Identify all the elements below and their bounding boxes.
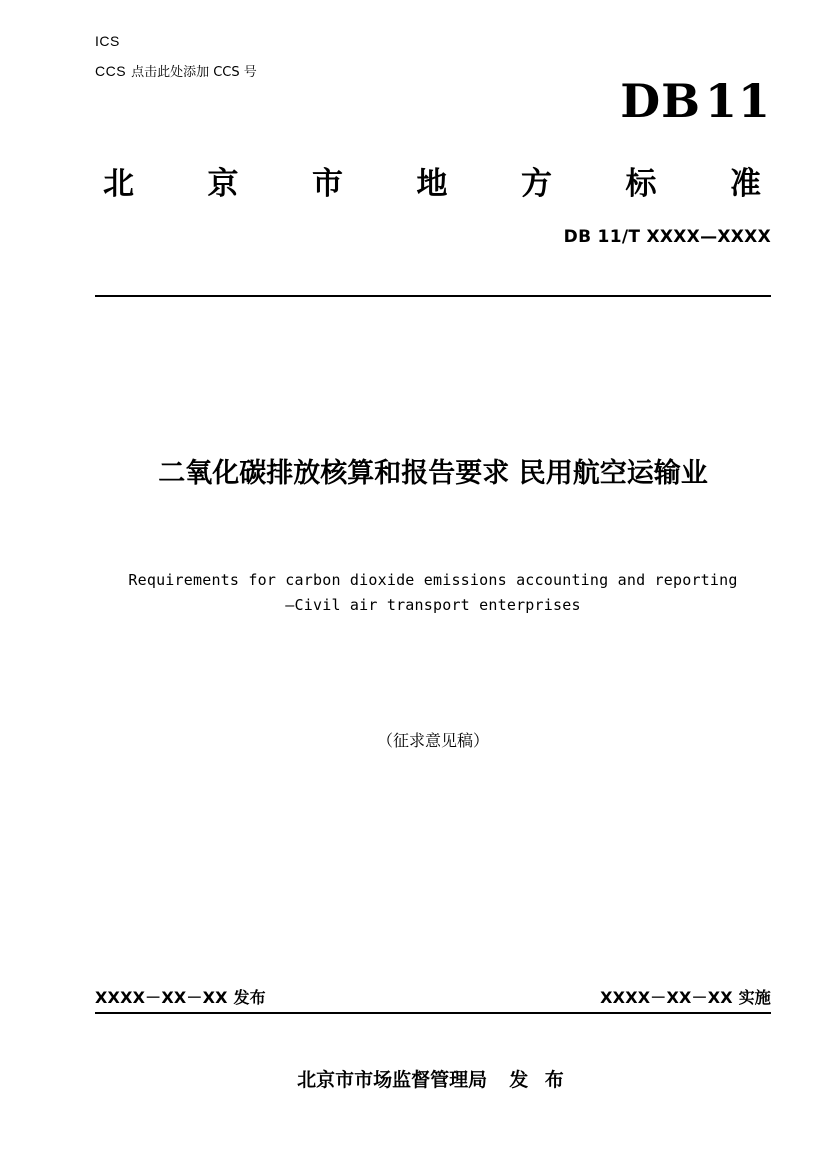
issuing-authority-name: 北京市市场监督管理局	[297, 1069, 488, 1091]
db-prefix: DB	[620, 74, 701, 128]
standard-type-char: 标	[625, 166, 657, 202]
ccs-line	[95, 61, 257, 80]
issuing-authority	[95, 1065, 771, 1092]
standard-type-char: 准	[730, 166, 761, 202]
ics-label: ICS	[95, 33, 120, 49]
standard-type-title	[95, 158, 771, 203]
cover-content	[95, 0, 771, 1169]
ccs-value: 点击此处添加 CCS 号	[131, 65, 257, 80]
document-title-chinese: 二氧化碳排放核算和报告要求 民用航空运输业	[158, 458, 708, 489]
document-title-english-line2: —Civil air transport enterprises	[285, 596, 581, 614]
ccs-label: CCS	[95, 63, 127, 79]
db-number: 11	[704, 74, 771, 128]
implementation-date: XXXX－XX－XX 实施	[600, 988, 771, 1007]
draft-status-note: （征求意见稿）	[376, 733, 489, 750]
document-title-english-line1: Requirements for carbon dioxide emissions accounting and reporting	[128, 571, 738, 589]
standard-type-char: 市	[312, 166, 343, 202]
standard-type-char: 地	[416, 166, 448, 202]
footer-divider	[95, 1012, 771, 1014]
publication-dates	[95, 985, 771, 1008]
release-date: XXXX－XX－XX 发布	[95, 988, 266, 1007]
standard-type-char: 京	[207, 166, 239, 202]
document-title-english	[95, 568, 771, 618]
standard-number: DB 11/T XXXX—XXXX	[563, 227, 771, 247]
standard-type-char: 北	[103, 166, 134, 202]
header-divider	[95, 295, 771, 297]
issuing-authority-suffix: 发 布	[509, 1069, 569, 1091]
standard-type-char: 方	[521, 166, 552, 202]
db-mark	[620, 74, 771, 128]
ics-line	[95, 33, 120, 49]
